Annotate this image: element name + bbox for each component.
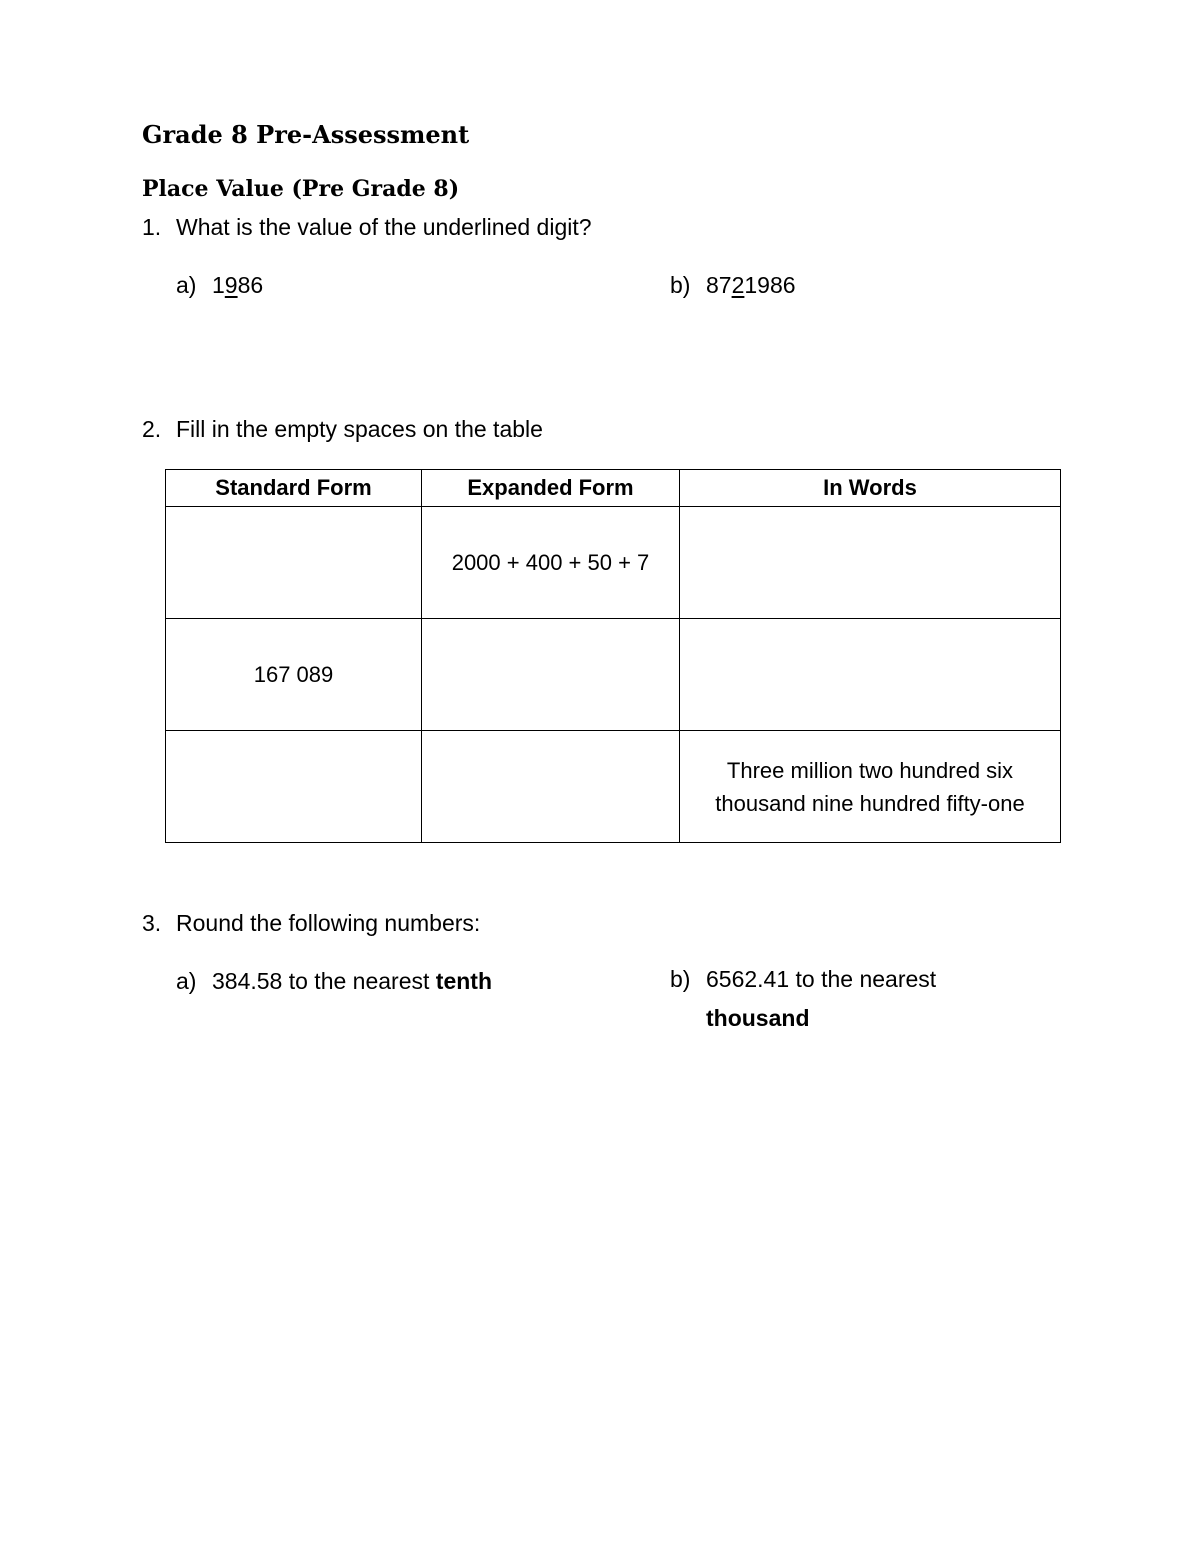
question-number: 2. <box>142 416 162 442</box>
table-cell: 167 089 <box>166 619 422 731</box>
table-cell[interactable] <box>680 507 1061 619</box>
q1-option-b <box>670 272 796 299</box>
option-text: 384.58 to the nearest tenth <box>212 968 492 994</box>
table-row <box>166 619 1061 731</box>
underlined-digit: 9 <box>224 272 238 298</box>
table-cell[interactable] <box>680 619 1061 731</box>
table-cell[interactable] <box>422 619 680 731</box>
table-header-row <box>166 470 1061 507</box>
header-in-words: In Words <box>680 470 1061 507</box>
underlined-digit: 2 <box>731 272 745 298</box>
table-cell[interactable] <box>166 507 422 619</box>
option-text: 6562.41 to the nearest thousand <box>706 960 936 1038</box>
header-standard-form: Standard Form <box>166 470 422 507</box>
question-text: Round the following numbers: <box>176 910 481 936</box>
table-row <box>166 731 1061 843</box>
table-row <box>166 507 1061 619</box>
question-3 <box>142 910 480 937</box>
emphasis-text: tenth <box>435 968 492 994</box>
question-number: 1. <box>142 214 162 240</box>
option-label: a) <box>176 272 197 298</box>
option-number: 1986 <box>212 272 264 298</box>
option-number: 8721986 <box>706 272 796 298</box>
header-expanded-form: Expanded Form <box>422 470 680 507</box>
emphasis-text: thousand <box>706 1005 810 1031</box>
q1-option-a <box>176 272 263 299</box>
page-title: Grade 8 Pre-Assessment <box>142 120 470 149</box>
question-text: Fill in the empty spaces on the table <box>176 416 543 442</box>
table-cell[interactable] <box>166 731 422 843</box>
place-value-table <box>165 469 1061 843</box>
table-cell: Three million two hundred six thousand nine hundred fifty-one <box>680 731 1061 843</box>
option-label: b) <box>670 966 691 992</box>
table-cell[interactable] <box>422 731 680 843</box>
q3-option-a <box>176 968 492 995</box>
question-2 <box>142 416 543 443</box>
section-heading: Place Value (Pre Grade 8) <box>142 176 460 202</box>
question-1 <box>142 214 592 241</box>
option-label: a) <box>176 968 197 994</box>
question-text: What is the value of the underlined digit? <box>176 214 592 240</box>
q3-option-b <box>670 960 936 1038</box>
question-number: 3. <box>142 910 162 936</box>
table-cell: 2000 + 400 + 50 + 7 <box>422 507 680 619</box>
option-label: b) <box>670 272 691 298</box>
